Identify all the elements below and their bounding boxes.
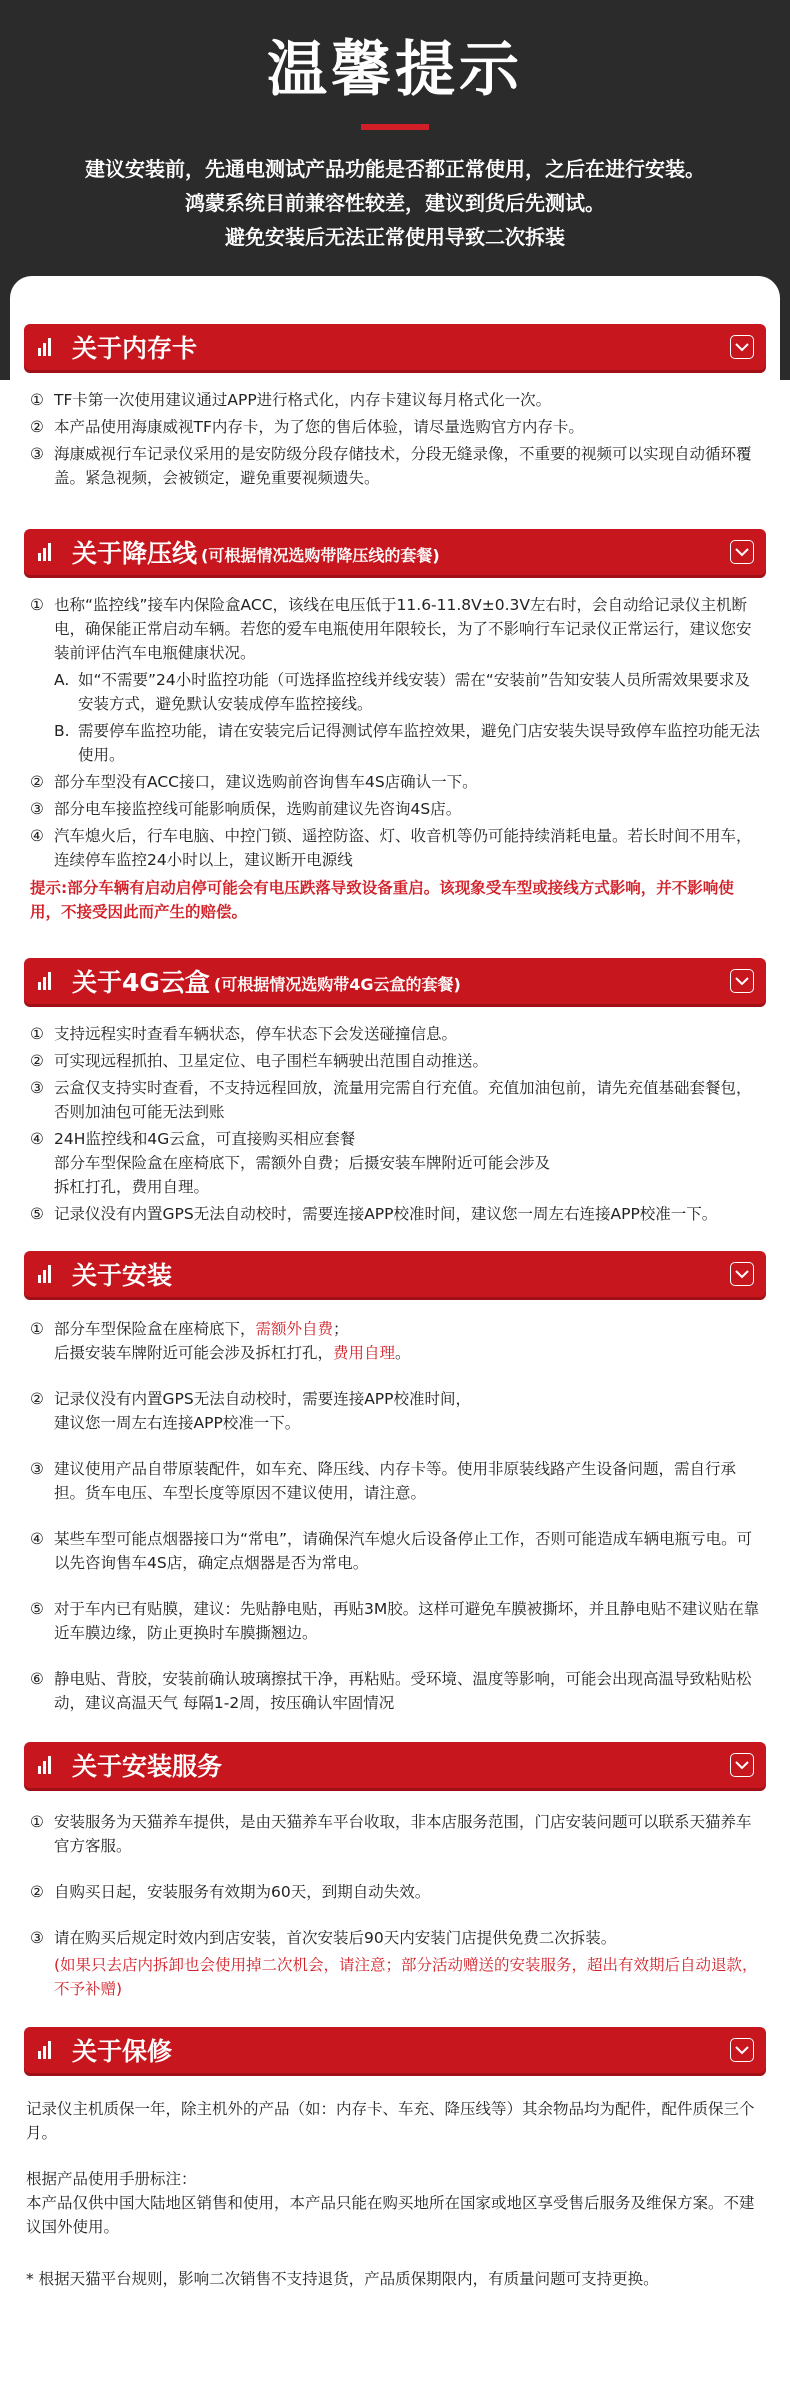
list-item xyxy=(30,415,760,439)
list-item xyxy=(30,442,760,490)
item-number: ② xyxy=(30,418,44,436)
text-part: ； xyxy=(333,1320,349,1338)
section-header-voltage[interactable] xyxy=(24,529,766,575)
signal-bars-icon xyxy=(38,972,68,990)
signal-bars-icon xyxy=(38,338,68,356)
item-line: 24H监控线和4G云盒，可直接购买相应套餐 xyxy=(54,1130,356,1148)
signal-bars-icon xyxy=(38,2041,68,2059)
header-line-1: 建议安装前，先通电测试产品功能是否都正常使用，之后在进行安装。 xyxy=(85,157,705,181)
highlight-cost: 费用自理 xyxy=(333,1344,396,1362)
item-text: 安装服务为天猫养车提供，是由天猫养车平台收取，非本店服务范围，门店安装问题可以联系天猫养车官方客服。 xyxy=(54,1813,752,1855)
signal-bars-icon xyxy=(38,1265,68,1283)
section-body-memory xyxy=(24,370,766,490)
section-title-service: 关于安装服务 xyxy=(72,1752,223,1781)
item-number: ① xyxy=(30,1320,44,1338)
content-sheet xyxy=(10,276,780,2389)
section-header-memory[interactable] xyxy=(24,324,766,370)
warranty-paragraph-1: 记录仪主机质保一年，除主机外的产品（如：内存卡、车充、降压线等）其余物品均为配件，配件质保三个月。 xyxy=(26,2100,755,2142)
item-line: 记录仪没有内置GPS无法自动校时，需要连接APP校准时间， xyxy=(54,1390,471,1408)
section-body-install xyxy=(24,1297,766,1715)
section-subtitle-voltage: (可根据情况选购带降压线的套餐) xyxy=(201,545,440,565)
sub-item-a xyxy=(30,668,760,716)
item-text: 自购买日起，安装服务有效期为60天，到期自动失效。 xyxy=(54,1883,431,1901)
section-title-cloud: 关于4G云盒 xyxy=(72,968,210,997)
list-item xyxy=(30,1457,760,1505)
section-title-install: 关于安装 xyxy=(72,1261,173,1290)
section-body-voltage xyxy=(24,575,766,924)
chevron-down-icon[interactable] xyxy=(730,969,754,993)
item-text: 记录仪没有内置GPS无法自动校时，需要连接APP校准时间，建议您一周左右连接APP校准一下。 xyxy=(54,1205,718,1223)
list-item xyxy=(30,388,760,412)
text-part: 后摄安装车牌附近可能会涉及拆杠打孔， xyxy=(54,1344,334,1362)
item-text: 对于车内已有贴膜，建议：先贴静电贴，再贴3M胶。这样可避免车膜被撕坏，并且静电贴不建议贴在靠近车膜边缘，防止更换时车膜撕翘边。 xyxy=(54,1600,760,1642)
section-title-voltage: 关于降压线 xyxy=(72,539,198,568)
list-item xyxy=(30,1810,760,1858)
item-number: ④ xyxy=(30,1530,44,1548)
warranty-paragraph-2-heading: 根据产品使用手册标注： xyxy=(26,2170,197,2188)
section-header-service[interactable] xyxy=(24,1742,766,1788)
item-text: 如“不需要”24小时监控功能（可选择监控线并线安装）需在“安装前”告知安装人员所需效果要求及安装方式，避免默认安装成停车监控接线。 xyxy=(78,671,750,713)
chevron-down-icon[interactable] xyxy=(730,335,754,359)
list-item xyxy=(30,1597,760,1645)
item-text: TF卡第一次使用建议通过APP进行格式化，内存卡建议每月格式化一次。 xyxy=(54,391,552,409)
section-header-warranty[interactable] xyxy=(24,2027,766,2073)
item-text xyxy=(54,1387,760,1435)
item-text: 请在购买后规定时效内到店安装，首次安装后90天内安装门店提供免费二次拆装。 xyxy=(54,1929,617,1947)
item-text: 海康威视行车记录仪采用的是安防级分段存储技术，分段无缝录像，不重要的视频可以实现自动循环覆盖。紧急视频，会被锁定，避免重要视频遗失。 xyxy=(54,445,752,487)
text-part: 。 xyxy=(395,1344,411,1362)
chevron-down-icon[interactable] xyxy=(730,1262,754,1286)
section-title-memory: 关于内存卡 xyxy=(72,334,198,363)
voltage-tip: 提示:部分车辆有启动启停可能会有电压跌落导致设备重启。该现象受车型或接线方式影响，并不影响使用，不接受因此而产生的赔偿。 xyxy=(30,879,734,921)
item-number: ① xyxy=(30,1025,44,1043)
item-text xyxy=(54,1127,760,1199)
item-text: 静电贴、背胶，安装前确认玻璃擦拭干净，再粘贴。受环境、温度等影响，可能会出现高温导致粘贴松动，建议高温天气 每隔1-2周，按压确认牢固情况 xyxy=(54,1670,752,1712)
list-item xyxy=(30,1317,760,1365)
sub-item-b xyxy=(30,719,760,767)
section-body-warranty xyxy=(24,2073,766,2291)
page-title: 温馨提示 xyxy=(267,35,523,105)
item-text xyxy=(54,1317,760,1365)
list-item xyxy=(30,1387,760,1435)
item-text: 可实现远程抓拍、卫星定位、电子围栏车辆驶出范围自动推送。 xyxy=(54,1052,489,1070)
item-number: ⑤ xyxy=(30,1205,44,1223)
item-number: ② xyxy=(30,1390,44,1408)
section-header-cloud[interactable] xyxy=(24,958,766,1004)
item-text: 需要停车监控功能，请在安装完后记得测试停车监控效果，避免门店安装失误导致停车监控功能无法使用。 xyxy=(78,722,761,764)
item-number: ③ xyxy=(30,1460,44,1478)
item-number: ② xyxy=(30,1883,44,1901)
item-text: 部分车型没有ACC接口，建议选购前咨询售车4S店确认一下。 xyxy=(54,773,478,791)
item-number: ① xyxy=(30,596,44,614)
section-header-install[interactable] xyxy=(24,1251,766,1297)
item-number: ② xyxy=(30,1052,44,1070)
header-line-2: 鸿蒙系统目前兼容性较差，建议到货后先测试。 xyxy=(185,191,605,215)
signal-bars-icon xyxy=(38,543,68,561)
section-title-warranty: 关于保修 xyxy=(72,2037,173,2066)
header-line-3: 避免安装后无法正常使用导致二次拆装 xyxy=(225,225,565,249)
item-text: 某些车型可能点烟器接口为“常电”，请确保汽车熄火后设备停止工作，否则可能造成车辆电瓶亏电。可以先咨询售车4S店，确定点烟器是否为常电。 xyxy=(54,1530,753,1572)
item-text: 建议使用产品自带原装配件，如车充、降压线、内存卡等。使用非原装线路产生设备问题，需自行承担。货车电压、车型长度等原因不建议使用，请注意。 xyxy=(54,1460,737,1502)
list-item xyxy=(30,593,760,665)
item-text: 本产品使用海康威视TF内存卡，为了您的售后体验，请尽量选购官方内存卡。 xyxy=(54,418,584,436)
item-number: ④ xyxy=(30,827,44,845)
list-item xyxy=(30,797,760,821)
item-text: 也称“监控线”接车内保险盒ACC，该线在电压低于11.6-11.8V±0.3V左右时，会自动给记录仪主机断电，确保能正常启动车辆。若您的爱车电瓶使用年限较长，为了不影响行车记录仪正常运行，建议您安装前评估汽车电瓶健康状况。 xyxy=(54,596,752,662)
item-number: ⑥ xyxy=(30,1670,44,1688)
highlight-fee: 需额外自费 xyxy=(255,1320,334,1338)
chevron-down-icon[interactable] xyxy=(730,1753,754,1777)
list-item xyxy=(30,1127,760,1199)
list-item xyxy=(30,1202,760,1226)
item-number: ③ xyxy=(30,800,44,818)
item-text: 部分电车接监控线可能影响质保，选购前建议先咨询4S店。 xyxy=(54,800,462,818)
service-note: (如果只去店内拆卸也会使用掉二次机会，请注意；部分活动赠送的安装服务，超出有效期后自动退款，不予补赠) xyxy=(54,1956,758,1998)
list-item xyxy=(30,1926,760,1950)
section-subtitle-cloud: (可根据情况选购带4G云盒的套餐) xyxy=(213,974,461,994)
list-item xyxy=(30,1667,760,1715)
item-number: ③ xyxy=(30,1929,44,1947)
item-number: ② xyxy=(30,773,44,791)
item-line: 拆杠打孔，费用自理。 xyxy=(54,1178,210,1196)
item-number: ⑤ xyxy=(30,1600,44,1618)
signal-bars-icon xyxy=(38,1756,68,1774)
item-text: 汽车熄火后，行车电脑、中控门锁、遥控防盗、灯、收音机等仍可能持续消耗电量。若长时间不用车，连续停车监控24小时以上，建议断开电源线 xyxy=(54,827,752,869)
list-item xyxy=(30,1880,760,1904)
title-underline xyxy=(361,124,429,130)
list-item xyxy=(30,1527,760,1575)
list-item xyxy=(30,1022,760,1046)
item-number: ④ xyxy=(30,1130,44,1148)
item-text: 支持远程实时查看车辆状态，停车状态下会发送碰撞信息。 xyxy=(54,1025,458,1043)
item-number: ① xyxy=(30,1813,44,1831)
item-number: ③ xyxy=(30,445,44,463)
list-item xyxy=(30,824,760,872)
item-number: A. xyxy=(54,671,70,689)
chevron-down-icon[interactable] xyxy=(730,2038,754,2062)
section-body-service xyxy=(24,1788,766,2001)
text-part: 部分车型保险盒在座椅底下， xyxy=(54,1320,256,1338)
item-line: 建议您一周左右连接APP校准一下。 xyxy=(54,1414,301,1432)
list-item xyxy=(30,1049,760,1073)
list-item xyxy=(30,1076,760,1124)
chevron-down-icon[interactable] xyxy=(730,540,754,564)
section-body-cloud xyxy=(24,1004,766,1226)
item-number: ① xyxy=(30,391,44,409)
list-item xyxy=(30,770,760,794)
warranty-footnote: * 根据天猫平台规则，影响二次销售不支持退货，产品质保期限内，有质量问题可支持更换。 xyxy=(26,2270,659,2288)
item-line: 部分车型保险盒在座椅底下，需额外自费；后摄安装车牌附近可能会涉及 xyxy=(54,1154,551,1172)
item-number: B. xyxy=(54,722,70,740)
item-text: 云盒仅支持实时查看，不支持远程回放，流量用完需自行充值。充值加油包前，请先充值基础套餐包，否则加油包可能无法到账 xyxy=(54,1079,752,1121)
item-number: ③ xyxy=(30,1079,44,1097)
warranty-paragraph-2: 本产品仅供中国大陆地区销售和使用，本产品只能在购买地所在国家或地区享受售后服务及维保方案。不建议国外使用。 xyxy=(26,2194,755,2236)
